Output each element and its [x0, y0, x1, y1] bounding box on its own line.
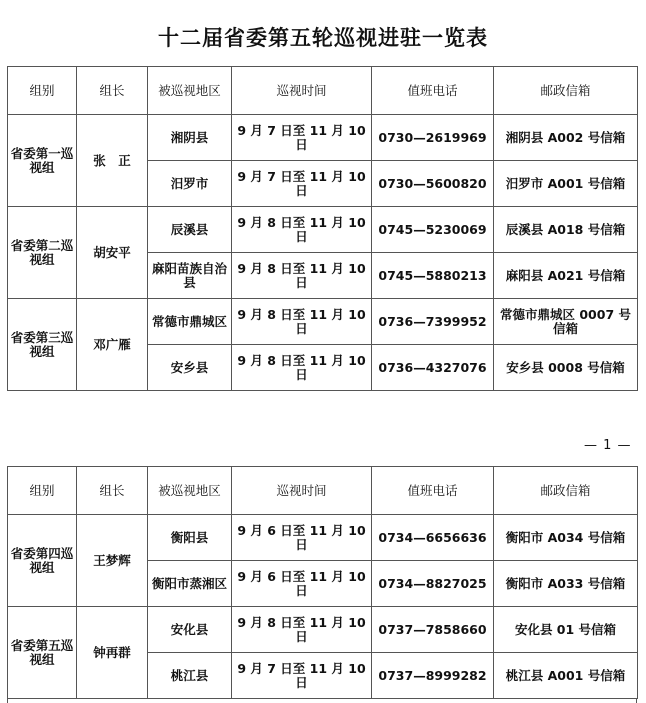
- phone-cell: 0734—6656636: [372, 515, 494, 561]
- area-cell: 常德市鼎城区: [148, 299, 232, 345]
- leader-cell: 胡安平: [77, 207, 148, 299]
- table-row: [8, 515, 638, 561]
- header-phone: 值班电话: [372, 467, 494, 515]
- area-cell: 衡阳县: [148, 515, 232, 561]
- header-group: 组别: [8, 467, 77, 515]
- group-cell: 省委第四巡视组: [8, 515, 77, 607]
- group-cell: 省委第五巡视组: [8, 607, 77, 699]
- area-cell: 衡阳市蒸湘区: [148, 561, 232, 607]
- inspection-table-2: [7, 466, 638, 699]
- mailbox-cell: 衡阳市 A033 号信箱: [494, 561, 638, 607]
- area-cell: 湘阴县: [148, 115, 232, 161]
- header-area: 被巡视地区: [148, 467, 232, 515]
- mailbox-cell: 常德市鼎城区 0007 号信箱: [494, 299, 638, 345]
- header-leader: 组长: [77, 67, 148, 115]
- header-phone: 值班电话: [372, 67, 494, 115]
- table-row: [8, 299, 638, 345]
- time-cell: 9 月 8 日至 11 月 10 日: [232, 607, 372, 653]
- time-cell: 9 月 7 日至 11 月 10 日: [232, 115, 372, 161]
- table-row: [8, 115, 638, 161]
- table-header-row: [8, 467, 638, 515]
- header-group: 组别: [8, 67, 77, 115]
- header-area: 被巡视地区: [148, 67, 232, 115]
- time-cell: 9 月 8 日至 11 月 10 日: [232, 253, 372, 299]
- table-continuation-edge: [7, 698, 637, 703]
- mailbox-cell: 汨罗市 A001 号信箱: [494, 161, 638, 207]
- mailbox-cell: 湘阴县 A002 号信箱: [494, 115, 638, 161]
- area-cell: 桃江县: [148, 653, 232, 699]
- area-cell: 安化县: [148, 607, 232, 653]
- time-cell: 9 月 6 日至 11 月 10 日: [232, 561, 372, 607]
- phone-cell: 0730—5600820: [372, 161, 494, 207]
- phone-cell: 0736—7399952: [372, 299, 494, 345]
- header-mailbox: 邮政信箱: [494, 67, 638, 115]
- phone-cell: 0737—8999282: [372, 653, 494, 699]
- phone-cell: 0737—7858660: [372, 607, 494, 653]
- mailbox-cell: 安乡县 0008 号信箱: [494, 345, 638, 391]
- time-cell: 9 月 7 日至 11 月 10 日: [232, 161, 372, 207]
- leader-cell: 王梦辉: [77, 515, 148, 607]
- time-cell: 9 月 6 日至 11 月 10 日: [232, 515, 372, 561]
- header-mailbox: 邮政信箱: [494, 467, 638, 515]
- phone-cell: 0730—2619969: [372, 115, 494, 161]
- table-header-row: [8, 67, 638, 115]
- mailbox-cell: 桃江县 A001 号信箱: [494, 653, 638, 699]
- leader-cell: 张 正: [77, 115, 148, 207]
- mailbox-cell: 辰溪县 A018 号信箱: [494, 207, 638, 253]
- table-row: [8, 607, 638, 653]
- phone-cell: 0736—4327076: [372, 345, 494, 391]
- phone-cell: 0745—5230069: [372, 207, 494, 253]
- table-row: [8, 207, 638, 253]
- mailbox-cell: 衡阳市 A034 号信箱: [494, 515, 638, 561]
- header-time: 巡视时间: [232, 467, 372, 515]
- phone-cell: 0745—5880213: [372, 253, 494, 299]
- time-cell: 9 月 8 日至 11 月 10 日: [232, 299, 372, 345]
- area-cell: 麻阳苗族自治县: [148, 253, 232, 299]
- mailbox-cell: 麻阳县 A021 号信箱: [494, 253, 638, 299]
- time-cell: 9 月 8 日至 11 月 10 日: [232, 207, 372, 253]
- area-cell: 汨罗市: [148, 161, 232, 207]
- leader-cell: 邓广雁: [77, 299, 148, 391]
- header-time: 巡视时间: [232, 67, 372, 115]
- group-cell: 省委第一巡视组: [8, 115, 77, 207]
- time-cell: 9 月 8 日至 11 月 10 日: [232, 345, 372, 391]
- leader-cell: 钟再群: [77, 607, 148, 699]
- area-cell: 安乡县: [148, 345, 232, 391]
- area-cell: 辰溪县: [148, 207, 232, 253]
- mailbox-cell: 安化县 01 号信箱: [494, 607, 638, 653]
- group-cell: 省委第二巡视组: [8, 207, 77, 299]
- page-number: — 1 —: [584, 438, 632, 453]
- group-cell: 省委第三巡视组: [8, 299, 77, 391]
- phone-cell: 0734—8827025: [372, 561, 494, 607]
- header-leader: 组长: [77, 467, 148, 515]
- inspection-table-1: [7, 66, 638, 391]
- time-cell: 9 月 7 日至 11 月 10 日: [232, 653, 372, 699]
- page-title: 十二届省委第五轮巡视进驻一览表: [158, 25, 488, 50]
